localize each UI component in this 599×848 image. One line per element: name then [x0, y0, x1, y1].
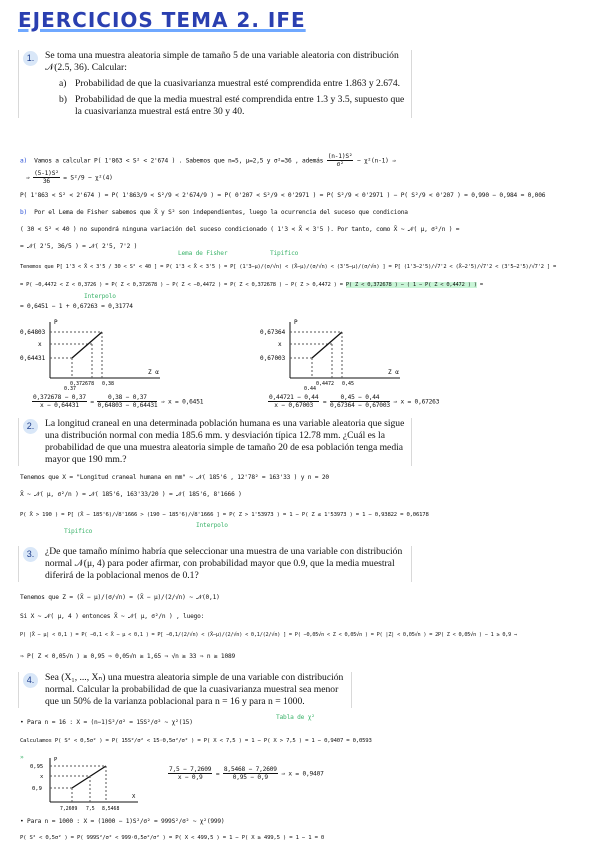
solution-1-line-4 [20, 209, 408, 216]
solution-1-line-6: = 𝒩( 2'5, 36/5 ) = 𝒩( 2'5, 7'2 ) [20, 243, 138, 250]
part-text: Probabilidad de que la media muestral esté comprendida entre 1.3 y 3.5, supuesto que la cuasivarianza muestral está entre 30 y 40. [75, 93, 405, 117]
question-part-b [45, 94, 405, 118]
y-tick-label: 0,67003 [260, 355, 286, 362]
solution-1-line-5: ( 30 < S² < 40 ) no supondrá ninguna variación del suceso condicionado ( 1'3 < X̄ < 3'5 ). Por tanto, como X̄ ~ 𝒩( μ, σ²/n ) = [20, 226, 460, 233]
interpolation-graph-chi [24, 754, 144, 814]
part-text: Probabilidad de que la cuasivarianza muestral esté comprendida entre 1.863 y 2.674. [75, 77, 401, 89]
solution-text: Por el Lema de Fisher sabemos que X̄ y S² son independientes, luego la ocurrencia del suceso que condiciona [34, 209, 408, 216]
solution-2-line-1: Tenemos que X = "Longitud craneal humana en mm" ~ 𝒩( 185'6 , 12'78² = 163'33 ) y n = 20 [20, 474, 329, 481]
axis-label-x: X [132, 794, 136, 800]
question-number: 3. [23, 547, 38, 562]
question-text: La longitud craneal en una determinada población humana es una variable aleatoria que sigue una distribución normal con media 185.6 mm. y desviación típica 12.78 mm. ¿Cuál es la probabilidad de que una muestra aleatoria simple de tamaño 20 de esa población tenga media mayor que 190 mm.? [45, 418, 405, 465]
interpolation-line [312, 332, 342, 358]
interpolation-formula-left: $\frac{0,372678 - 0,37}{x - 0,64431}$ = $\frac{0,38 - 0,37}{0,64803 - 0,64431}$ ⇒ x = 0,6451 [33, 394, 204, 409]
note-tabla-chi: Tabla de χ² [276, 714, 315, 721]
fraction: $\frac{\text{(5-1)S²}}{36}$ [34, 170, 59, 185]
y-tick-label: x [40, 774, 44, 780]
solution-1-line-8 [20, 282, 483, 288]
solution-4-line-1: • Para n = 16 : X = (n−1)S²/σ² = 15S²/σ² ~ χ²(15) [20, 719, 193, 726]
question-part-a [45, 78, 405, 90]
part-label: a) [59, 77, 67, 89]
solution-1-line-7: Tenemos que P[ 1'3 < X̄ < 3'5 / 30 < S² < 40 ] = P( 1'3 < X̄ < 3'5 ) = P[ (1'3−μ)/(σ/√n) < (X̄−μ)/(σ/√n) < (3'5−μ)/(σ/√n) ] = P[ (1'3−2'5)/√7'2 < (X̄−2'5)/√7'2 < (3'5−2'5)/√7'2 ] = [20, 264, 556, 270]
y-tick-label: 0,9 [32, 786, 42, 792]
x-tick-label: 0,38 [102, 381, 115, 387]
x-tick-label: 0,44 [304, 386, 317, 390]
question-text: Sea (X₁, ..., Xₙ) una muestra aleatoria simple de una variable con distribución normal. Calcular la probabilidad de que la cuasivarianza muestral sea menor que un 50% de la varianza poblacional para n = 16 y para n = 1000. [45, 672, 344, 707]
solution-1-line-1 [20, 153, 396, 168]
solution-text: ~ χ²(n-1) ⇒ [356, 157, 396, 165]
part-label: b) [59, 93, 67, 105]
question-number: 1. [23, 51, 38, 66]
x-tick-label: 0,372678 [70, 381, 95, 387]
x-tick-label: 0,37 [64, 386, 77, 390]
y-tick-label: x [38, 341, 42, 348]
axis-label-x: Z α [148, 369, 159, 376]
solution-3-line-3: P( |X̄ − μ| < 0,1 ) = P( −0,1 < X̄ − μ < 0,1 ) = P[ −0,1/(2/√n) < (X̄−μ)/(2/√n) < 0,1/(2/√n) ] = P( −0,05√n < Z < 0,05√n ) = P( |Z| < 0,05√n ) = 2P( Z < 0,05√n ) − 1 ≥ 0,9 ⇒ [20, 632, 517, 638]
axis-label-y: P [294, 319, 298, 326]
question-1 [18, 50, 412, 118]
solution-3-line-4: ⇒ P( Z < 0,05√n ) ≥ 0,95 ⇒ 0,05√n ≥ 1,65 ⇒ √n ≥ 33 ⇒ n ≥ 1089 [20, 653, 236, 660]
fraction: $\frac{\text{(n-1)S²}}{\text{σ²}}$ [327, 153, 353, 168]
question-number: 2. [23, 419, 38, 434]
solution-4-line-2: Calculamos P( S² < 0,5σ² ) = P( 15S²/σ² < 15·0,5σ²/σ² ) = P( X < 7,5 ) = 1 − P( X > 7,5 ) = 1 − 0,9407 = 0,0593 [20, 738, 372, 744]
interpolation-formula-right: $\frac{0,44721 - 0,44}{x - 0,67003}$ = $\frac{0,45 - 0,44}{0,67364 - 0,67003}$ ⇒ x = 0,67263 [269, 394, 440, 409]
x-tick-label: 7,5 [86, 807, 95, 812]
part-a-tag: a) [20, 157, 28, 165]
solution-2-line-2: X̄ ~ 𝒩( μ, σ²/n ) = 𝒩( 185'6, 163'33/20 ) = 𝒩( 185'6, 8'1666 ) [20, 491, 242, 498]
interpolation-formula-chi: $\frac{7,5 - 7,2609}{x - 0,9}$ = $\frac{8,5468 - 7,2609}{0,95 - 0,9}$ ⇒ x = 0,9407 [169, 766, 324, 781]
highlighted-expression: P( Z < 0,372678 ) − ( 1 − P( Z < 0,4472 ) ) [345, 282, 477, 288]
question-number: 4. [23, 673, 38, 688]
page-title: EJERCICIOS TEMA 2. IFE [18, 8, 306, 32]
solution-3-line-2: Si X ~ 𝒩( μ, 4 ) entonces X̄ ~ 𝒩( μ, σ²/n ) , luego: [20, 613, 205, 620]
y-tick-label: 0,64431 [20, 355, 46, 362]
part-b-tag: b) [20, 209, 28, 216]
note-interpolo: Interpolo [196, 522, 228, 529]
question-3 [18, 546, 412, 582]
interpolation-line [72, 332, 102, 358]
solution-4-line-3: • Para n = 1000 : X = (1000 − 1)S²/σ² = 999S²/σ² ~ χ²(999) [20, 818, 225, 825]
axis-label-y: P [54, 319, 58, 326]
interpolation-graph-left [20, 318, 170, 390]
graph-tag: » [20, 754, 24, 761]
x-tick-label: 7,2609 [60, 807, 78, 812]
solution-text: Vamos a calcular P( 1'863 < S² < 2'674 ) . Sabemos que n=5, μ=2,5 y σ²=36 , además [34, 157, 324, 165]
solution-2-line-3: P( X̄ > 190 ) = P[ (X̄ − 185'6)/√8'1666 > (190 − 185'6)/√8'1666 ] = P( Z > 1'53973 ) = 1 − P( Z ≤ 1'53973 ) = 1 − 0,93822 = 0,06178 [20, 512, 429, 518]
solution-3-line-1: Tenemos que Z = (X̄ − μ)/(σ/√n) = (X̄ − μ)/(2/√n) ~ 𝒩(0,1) [20, 594, 220, 601]
interpolation-line [72, 766, 106, 788]
solution-1-line-9: = 0,6451 − 1 + 0,67263 = 0,31774 [20, 303, 133, 310]
x-tick-label: 0,4472 [316, 381, 335, 387]
question-text: Se toma una muestra aleatoria simple de tamaño 5 de una variable aleatoria con distribución 𝒩(2.5, 36). Calcular: [45, 50, 399, 73]
solution-text: = P( −0,4472 < Z < 0,3726 ) = P( Z < 0,372678 ) − P( Z < −0,4472 ) = P( Z < 0,372678 ) − P( Z > 0,4472 ) = [20, 282, 343, 288]
question-text: ¿De que tamaño mínimo habría que seleccionar una muestra de una variable con distribución normal 𝒩(μ, 4) para poder afirmar, con probabilidad mayor que 0.9, que la media muestral diferirá de la poblacional menos de 0.1? [45, 546, 403, 581]
interpolation-graph-right [260, 318, 410, 390]
y-tick-label: 0,67364 [260, 329, 286, 336]
solution-text: ⇒ [26, 174, 30, 182]
x-tick-label: 0,45 [342, 381, 355, 387]
solution-1-line-2 [26, 170, 113, 185]
note-interpolo: Interpolo [84, 293, 116, 300]
solution-4-line-4: P( S² < 0,5σ² ) = P( 999S²/σ² < 999·0,5σ²/σ² ) = P( X < 499,5 ) = 1 − P( X ≥ 499,5 ) = 1 − 1 = 0 [20, 835, 325, 841]
question-4 [18, 672, 352, 708]
solution-1-line-3: P( 1'863 < S² < 2'674 ) = P( 1'863/9 < S²/9 < 2'674/9 ) = P( 0'207 < S²/9 < 0'2971 ) = P( S²/9 < 0'2971 ) − P( S²/9 < 0'207 ) = 0,990 − 0,984 = 0,006 [20, 192, 546, 199]
y-tick-label: 0,95 [30, 764, 44, 770]
note-tipifico: Tipifico [64, 528, 93, 535]
x-tick-label: 8,5468 [102, 807, 120, 812]
question-2 [18, 418, 412, 466]
note-lema-fisher: Lema de Fisher [178, 250, 228, 257]
axis-label-y: P [54, 757, 58, 763]
note-tipifico: Tipifico [270, 250, 299, 257]
axis-label-x: Z α [388, 369, 399, 376]
y-tick-label: x [278, 341, 282, 348]
solution-text: = [479, 282, 483, 288]
y-tick-label: 0,64803 [20, 329, 46, 336]
solution-text: = S²/9 ~ χ²(4) [63, 174, 113, 182]
